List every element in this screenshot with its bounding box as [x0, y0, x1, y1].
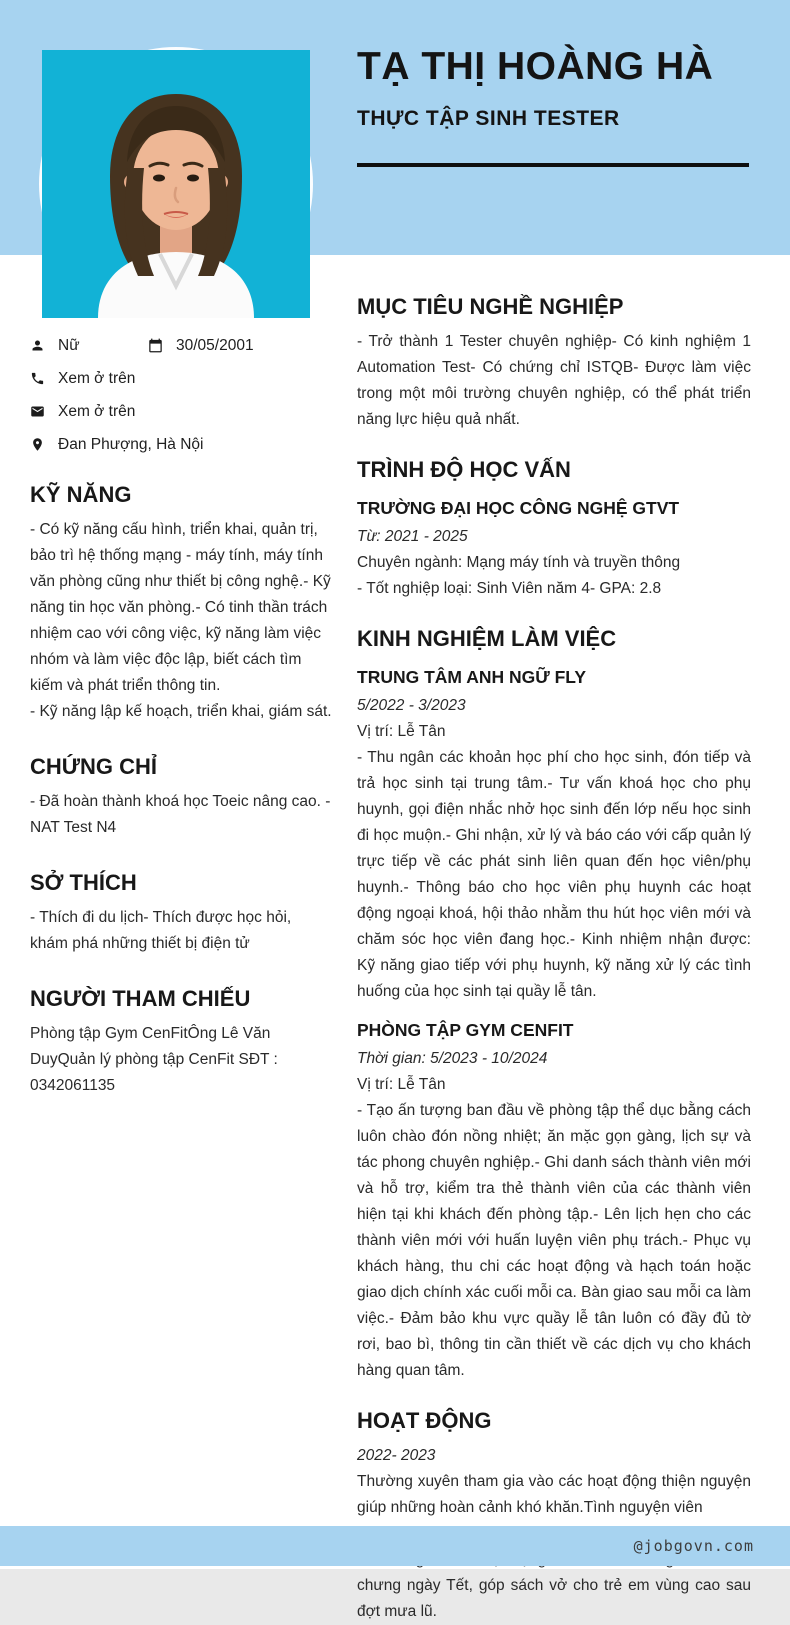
email-value: Xem ở trên — [58, 402, 136, 420]
birthday-item — [148, 337, 254, 355]
section-skills — [30, 482, 333, 725]
section-activities — [357, 1408, 751, 1625]
activities-period: 2022- 2023 — [357, 1447, 436, 1464]
education-heading: TRÌNH ĐỘ HỌC VẤN — [357, 457, 571, 482]
name-block — [357, 44, 757, 167]
experience-job — [357, 1019, 751, 1384]
section-objective — [357, 294, 751, 433]
job-period: 5/2022 - 3/2023 — [357, 697, 466, 714]
job-description: - Thu ngân các khoản học phí cho học sinh, đón tiếp và trả học sinh tại trung tâm.- Tư vấn khoá học cho phụ huynh, gọi điện nhắc nhở học sinh đến lớp nếu học sinh đi học muộn.- Ghi nhận, xử lý và báo cáo với cấp quản lý trực tiếp về các phát sinh liên quan đến học viên/phụ huynh.- Thông báo cho học viên phụ huynh các hoạt động ngoại khoá, hội thảo nhằm thu hút học viên mới và chăm sóc học viên đang học.- Kinh nhiệm nhận được: Kỹ năng giao tiếp với phụ huynh, kỹ năng xử lý các tình huống của học sinh tại quầy lễ tân. — [357, 749, 751, 1000]
gender-item — [30, 337, 148, 355]
objective-heading: MỤC TIÊU NGHỀ NGHIỆP — [357, 294, 624, 319]
calendar-icon — [148, 338, 163, 353]
skills-paragraph: - Có kỹ năng cấu hình, triển khai, quản trị, bảo trì hệ thống mạng - máy tính, máy tính văn phòng cũng như thiết bị công nghệ.- Kỹ năng tin học văn phòng.- Có tinh thần trách nhiệm cao với công việc, kỹ năng làm việc nhóm và làm việc độc lập, biết cách tìm kiếm và phát triển thông tin. — [30, 521, 331, 694]
job-title: THỰC TẬP SINH TESTER — [357, 107, 620, 130]
profile-photo — [42, 50, 310, 318]
education-school: TRƯỜNG ĐẠI HỌC CÔNG NGHỆ GTVT — [357, 498, 680, 518]
hobbies-heading: SỞ THÍCH — [30, 870, 137, 895]
references-body: Phòng tập Gym CenFitÔng Lê Văn DuyQuản lý phòng tập CenFit SĐT : 0342061135 — [30, 1025, 278, 1094]
activities-item: chưng ngày Tết, góp sách vở cho trẻ em vùng cao sau đợt mưa lũ. — [357, 1577, 751, 1620]
experience-job — [357, 666, 751, 1005]
education-period: Từ: 2021 - 2025 — [357, 528, 468, 545]
section-references — [30, 986, 333, 1099]
birthday-value: 30/05/2001 — [176, 336, 254, 354]
personal-info-list — [30, 337, 333, 453]
activities-item: Thường xuyên tham gia vào các hoạt động thiện nguyện giúp những hoàn cảnh khó khăn.Tình nguyện viên — [357, 1473, 751, 1516]
section-experience — [357, 626, 751, 1384]
job-company: TRUNG TÂM ANH NGỮ FLY — [357, 667, 587, 687]
left-column — [30, 337, 333, 1099]
info-row-address — [30, 436, 333, 453]
section-education — [357, 457, 751, 602]
right-column — [357, 294, 751, 1625]
certificates-heading: CHỨNG CHỈ — [30, 754, 158, 779]
candidate-name: TẠ THỊ HOÀNG HÀ — [357, 45, 714, 88]
portrait-illustration — [42, 50, 310, 318]
certificates-body: - Đã hoàn thành khoá học Toeic nâng cao. - NAT Test N4 — [30, 793, 331, 836]
header-divider — [357, 163, 749, 167]
job-position: Vị trí: Lễ Tân — [357, 1076, 446, 1093]
footer-band — [0, 1526, 790, 1566]
info-row-phone — [30, 370, 333, 387]
info-row-email — [30, 403, 333, 420]
section-hobbies — [30, 870, 333, 957]
phone-icon — [30, 371, 45, 386]
info-row-gender-birthday — [30, 337, 333, 354]
education-major: Chuyên ngành: Mạng máy tính và truyền thông — [357, 554, 681, 571]
education-result: - Tốt nghiệp loại: Sinh Viên năm 4- GPA: 2.8 — [357, 580, 662, 597]
job-position: Vị trí: Lễ Tân — [357, 723, 446, 740]
phone-value: Xem ở trên — [58, 369, 136, 387]
job-description: - Tạo ấn tượng ban đầu về phòng tập thể dục bằng cách luôn chào đón nồng nhiệt; ăn mặc gọn gàng, lịch sự và tác phong chuyên nghiệp.- Ghi danh sách thành viên mới và hỗ trợ, kiểm tra thẻ thành viên của các thành viên hiện tại khi khách đến phòng tập.- Lên lịch hẹn cho các thành viên mới với huấn luyện viên phụ trách.- Phục vụ khách hàng, thu chi các hoạt động và hạch toán hoặc giao dịch chính xác cuối mỗi ca. Bàn giao sau mỗi ca làm việc.- Đảm bảo khu vực quầy lễ tân luôn có đầy đủ tờ rơi, bao bì, thông tin cần thiết về các dịch vụ cho khách hàng quan tâm. — [357, 1102, 751, 1379]
location-icon — [30, 437, 45, 452]
experience-heading: KINH NGHIỆM LÀM VIỆC — [357, 626, 617, 651]
objective-body: - Trở thành 1 Tester chuyên nghiệp- Có kinh nghiệm 1 Automation Test- Có chứng chỉ ISTQB- Được làm việc trong một môi trường chuyên nghiệp, có thể phát triển năng lực hiệu quả nhất. — [357, 333, 751, 428]
job-company: PHÒNG TẬP GYM CENFIT — [357, 1020, 574, 1040]
gender-value: Nữ — [58, 336, 80, 354]
hobbies-body: - Thích đi du lịch- Thích được học hỏi, khám phá những thiết bị điện tử — [30, 909, 292, 952]
person-icon — [30, 338, 45, 353]
watermark-text: @jobgovn.com — [633, 1537, 754, 1555]
skills-paragraph: - Kỹ năng lập kế hoạch, triển khai, giám sát. — [30, 703, 332, 720]
skills-heading: KỸ NĂNG — [30, 482, 132, 507]
address-value: Đan Phượng, Hà Nội — [58, 435, 204, 453]
job-period: Thời gian: 5/2023 - 10/2024 — [357, 1050, 548, 1067]
activities-heading: HOẠT ĐỘNG — [357, 1408, 492, 1433]
references-heading: NGƯỜI THAM CHIẾU — [30, 986, 251, 1011]
section-certificates — [30, 754, 333, 841]
mail-icon — [30, 404, 45, 419]
